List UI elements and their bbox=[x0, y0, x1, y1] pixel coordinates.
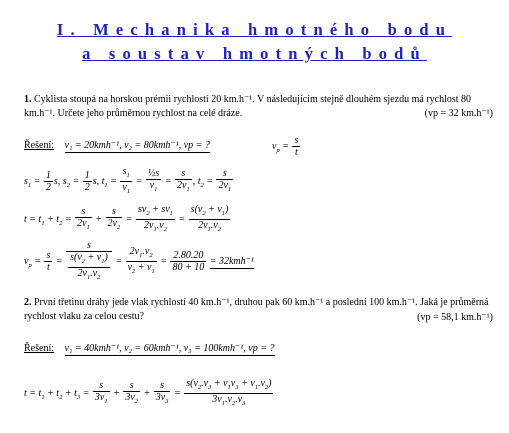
equation-1b: $t = t_1 + t_2$ = $\frac{s}{2v_1}$ + $\frac{s}{2v_2}$ = $\frac{sv_2 + sv_1}{2v_1.v_2}$ = $\frac{s(v_2 + v_1)}{2v_1.v_2}$ bbox=[24, 204, 229, 233]
problem-2-text: První třetinu dráhy jede vlak rychlostí 40 km.h⁻¹, druhou pak 60 km.h⁻¹ a poslední 100 km.h⁻¹. Jaká je průměrná rychlost vlaku za celou cestu? bbox=[24, 297, 489, 322]
problem-1-answer: (vp = 32 km.h⁻¹) bbox=[424, 108, 493, 119]
solution-1-result: = 32kmh⁻¹ bbox=[209, 255, 254, 267]
problem-2-number: 2. bbox=[24, 297, 32, 308]
equation-1c: $v_p$ = $\frac{s}{t}$ = $\frac{s}{\frac{s(v_2 + v_1)}{2v_1.v_2}}$ = $\frac{2v_1.v_2}{v_2 + v_1}$ = $\frac{2.80.20}{80 + 10}$ = 32kmh⁻¹ bbox=[24, 240, 254, 281]
problem-1 bbox=[24, 93, 494, 121]
title-line-1: I. Mechanika hmotného bodu bbox=[56, 20, 453, 39]
title-line-2: a soustav hmotných bodů bbox=[82, 44, 427, 63]
equation-1a: $s_1$ = $\frac{1}{2}$ s, $s_2$ = $\frac{1}{2}$ s, $t_1$ = $\frac{s_1}{v_1}$ = $\frac{\text{½s}}{v_1}$ = $\frac{s}{2v_1}$ , $t_2$ = $\frac{s}{2v_1}$ bbox=[24, 166, 232, 195]
solution-1-given: v₁ = 20kmh⁻¹, v₂ = 80kmh⁻¹, vp = ? bbox=[64, 140, 210, 151]
solution-1-header bbox=[24, 140, 210, 151]
solution-2-label: Řešení: bbox=[24, 343, 54, 354]
problem-2-answer: (vp = 58,1 km.h⁻¹) bbox=[417, 312, 493, 323]
vp-formula: $v_p$ = $\frac{s}{t}$ bbox=[272, 135, 299, 158]
solution-2-header bbox=[24, 343, 275, 354]
solution-1-label: Řešení: bbox=[24, 140, 54, 151]
solution-2-given: v₁ = 40kmh⁻¹, v₂ = 60kmh⁻¹, v₃ = 100kmh⁻¹, vp = ? bbox=[64, 343, 275, 354]
problem-1-text: Cyklista stoupá na horskou prémii rychlostí 20 km.h⁻¹. V následujícím stejně dlouhém sjezdu má rychlost 80 km.h⁻¹. Určete jeho průměrnou rychlost na celé dráze. bbox=[24, 94, 472, 119]
equation-2a: $t = t_1 + t_2 + t_3$ = $\frac{s}{3v_1}$ + $\frac{s}{3v_2}$ + $\frac{s}{3v_3}$ = $\frac{s(v_2.v_3 + v_1v_3 + v_1.v_2)}{3v_1.v_2.v_3}$ bbox=[24, 378, 272, 407]
problem-1-number: 1. bbox=[24, 94, 32, 105]
